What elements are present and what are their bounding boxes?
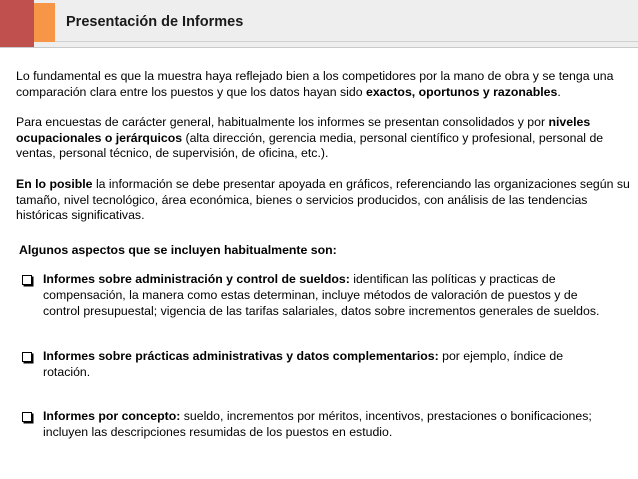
paragraph-1: [16, 69, 632, 100]
paragraph-1-text: Lo fundamental es que la muestra haya reflejado bien a los competidores por la mano de obra y se tenga una comparación clara entre los puestos y que los datos hayan sido: [16, 69, 614, 99]
checkbox-bullet-icon: [22, 275, 32, 285]
list-item-title: Informes sobre administración y control de sueldos:: [43, 272, 350, 286]
header-accent-orange: [34, 3, 55, 42]
list-item-text: por ejemplo, índice de rotación.: [43, 349, 564, 379]
paragraph-1-end: .: [557, 84, 561, 99]
paragraph-1-emphasis: exactos, oportunos y razonables: [365, 84, 558, 99]
paragraph-3-text: la información se debe presentar apoyada en gráficos, referenciando las organizaciones según su tamaño, nivel tecnológico, área económica, bienes o servicios producidos, con análisis de las tendencias históricas significativas.: [16, 176, 630, 223]
header-divider: [55, 41, 638, 42]
list-item-title: Informes sobre prácticas administrativas y datos complementarios:: [43, 349, 439, 363]
header-accent-red: [0, 0, 34, 47]
checkbox-bullet-icon: [22, 352, 32, 362]
body-text: [16, 69, 632, 224]
slide-title: Presentación de Informes: [66, 14, 244, 30]
slide-header: [0, 0, 638, 48]
list-item-text: identifican las políticas y practicas de compensación, la manera como estas determinan, incluye métodos de valoración de puestos y de control presupuestal; vigencia de las tarifas salariales, datos sobre incrementos generales de sueldos.: [43, 272, 600, 318]
paragraph-2: [16, 115, 632, 162]
list-item-title: Informes por concepto:: [43, 409, 181, 423]
list-item-text: sueldo, incrementos por méritos, incentivos, prestaciones o bonificaciones; incluyen las descripciones resumidas de los puestos en estudio.: [43, 409, 592, 439]
checkbox-bullet-icon: [22, 412, 32, 422]
paragraph-2-emphasis: niveles ocupacionales o jerárquicos: [16, 115, 591, 145]
paragraph-3: [16, 177, 632, 224]
paragraph-2-text: Para encuestas de carácter general, habitualmente los informes se presentan consolidados y por: [16, 115, 549, 130]
aspects-heading: Algunos aspectos que se incluyen habitualmente son:: [19, 243, 337, 257]
paragraph-3-emphasis: En lo posible: [16, 176, 93, 191]
paragraph-2-end: (alta dirección, gerencia media, personal científico y profesional, personal de ventas, personal técnico, de supervisión, de oficina, etc.).: [16, 130, 604, 161]
